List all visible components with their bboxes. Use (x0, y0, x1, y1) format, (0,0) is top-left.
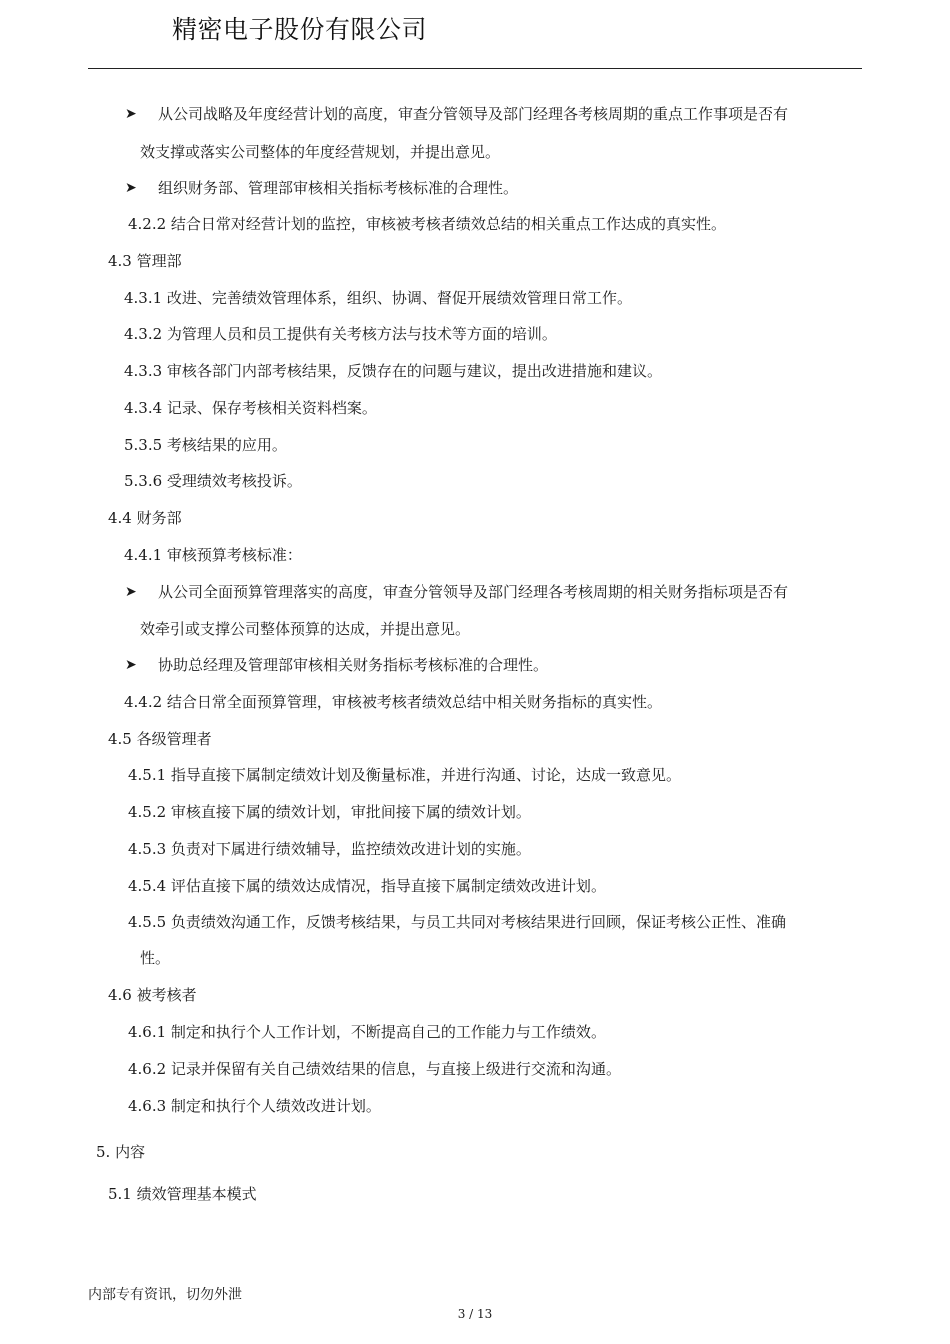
subsection-item-4-3-1: 4.3.1 改进、完善绩效管理体系，组织、协调、督促开展绩效管理日常工作。 (124, 289, 632, 307)
bullet-line: 从公司战略及年度经营计划的高度，审查分管领导及部门经理各考核周期的重点工作事项是否有 (158, 105, 789, 123)
company-name-header: 精密电子股份有限公司 (172, 15, 428, 44)
chapter-heading-5: 5. 内容 (96, 1143, 146, 1161)
bullet-line-continued: 效牵引或支撑公司整体预算的达成，并提出意见。 (140, 620, 471, 638)
subsection-item-4-5-5: 4.5.5 负责绩效沟通工作，反馈考核结果，与员工共同对考核结果进行回顾，保证考核公正性、准确 (128, 913, 786, 931)
subsection-item-4-5-1: 4.5.1 指导直接下属制定绩效计划及衡量标准，并进行沟通、讨论，达成一致意见。 (128, 766, 681, 784)
section-heading-5-1: 5.1 绩效管理基本模式 (108, 1185, 257, 1203)
subsection-item-5-3-6: 5.3.6 受理绩效考核投诉。 (124, 472, 302, 490)
subsection-item-4-5-4: 4.5.4 评估直接下属的绩效达成情况，指导直接下属制定绩效改进计划。 (128, 877, 606, 895)
page-number: 3 / 13 (457, 1307, 493, 1321)
subsection-item-4-3-4: 4.3.4 记录、保存考核相关资料档案。 (124, 399, 377, 417)
bullet-line: 从公司全面预算管理落实的高度，审查分管领导及部门经理各考核周期的相关财务指标项是否有 (158, 583, 789, 601)
section-heading-4-4: 4.4 财务部 (108, 509, 182, 527)
subsection-item-4-4-2: 4.4.2 结合日常全面预算管理，审核被考核者绩效总结中相关财务指标的真实性。 (124, 693, 662, 711)
arrow-bullet-icon: ➤ (125, 657, 137, 673)
arrow-bullet-icon: ➤ (125, 180, 137, 196)
section-heading-4-3: 4.3 管理部 (108, 252, 182, 270)
bullet-line-continued: 效支撑或落实公司整体的年度经营规划，并提出意见。 (140, 143, 501, 161)
subsection-item-5-3-5: 5.3.5 考核结果的应用。 (124, 436, 287, 454)
confidentiality-notice: 内部专有资讯，切勿外泄 (88, 1287, 242, 1303)
subsection-item-4-2-2: 4.2.2 结合日常对经营计划的监控，审核被考核者绩效总结的相关重点工作达成的真实性。 (128, 215, 726, 233)
subsection-item-4-3-3: 4.3.3 审核各部门内部考核结果，反馈存在的问题与建议，提出改进措施和建议。 (124, 362, 662, 380)
subsection-item-4-4-1: 4.4.1 审核预算考核标准： (124, 546, 302, 564)
subsection-item-4-6-3: 4.6.3 制定和执行个人绩效改进计划。 (128, 1097, 381, 1115)
section-heading-4-6: 4.6 被考核者 (108, 986, 197, 1004)
subsection-item-4-5-3: 4.5.3 负责对下属进行绩效辅导，监控绩效改进计划的实施。 (128, 840, 531, 858)
subsection-item-continued: 性。 (140, 949, 171, 967)
bullet-line: 协助总经理及管理部审核相关财务指标考核标准的合理性。 (158, 656, 549, 674)
subsection-item-4-5-2: 4.5.2 审核直接下属的绩效计划，审批间接下属的绩效计划。 (128, 803, 531, 821)
header-divider (88, 68, 862, 69)
section-heading-4-5: 4.5 各级管理者 (108, 730, 212, 748)
subsection-item-4-3-2: 4.3.2 为管理人员和员工提供有关考核方法与技术等方面的培训。 (124, 325, 557, 343)
bullet-line: 组织财务部、管理部审核相关指标考核标准的合理性。 (158, 179, 519, 197)
subsection-item-4-6-1: 4.6.1 制定和执行个人工作计划，不断提高自己的工作能力与工作绩效。 (128, 1023, 606, 1041)
arrow-bullet-icon: ➤ (125, 106, 137, 122)
subsection-item-4-6-2: 4.6.2 记录并保留有关自己绩效结果的信息，与直接上级进行交流和沟通。 (128, 1060, 621, 1078)
arrow-bullet-icon: ➤ (125, 584, 137, 600)
